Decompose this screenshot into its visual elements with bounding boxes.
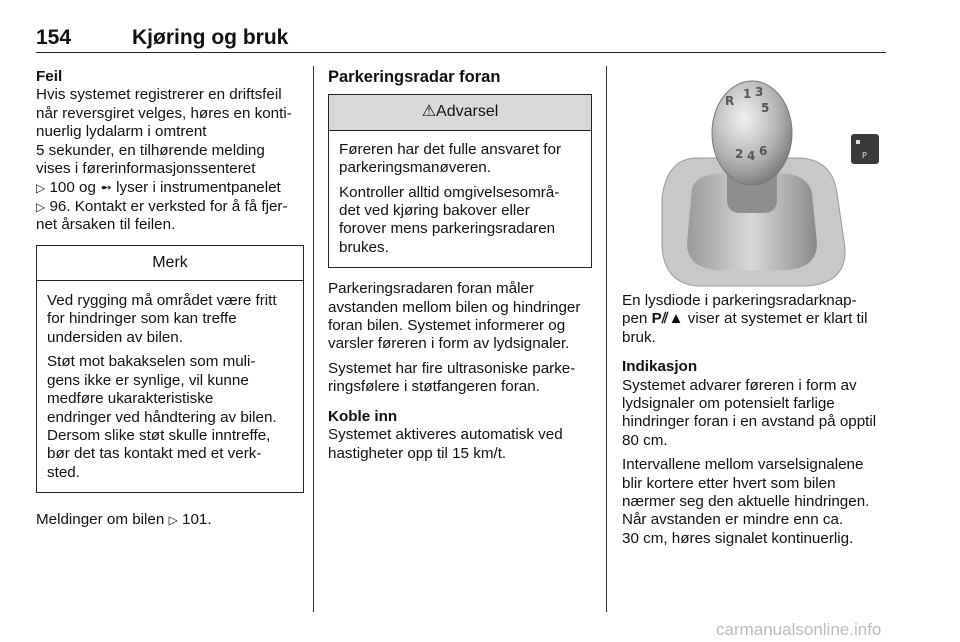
text-line: Meldinger om bilen ▷ 101.: [36, 511, 212, 529]
page-header: [36, 26, 886, 53]
text-line: pen P⫽▲ viser at systemet er klart til: [622, 310, 868, 328]
text-line: Når avstanden er mindre enn ca.: [622, 511, 844, 529]
text-line: avstanden mellom bilen og hindringer: [328, 298, 581, 316]
warning-title: Advarsel: [436, 103, 499, 121]
column-1: [36, 68, 304, 530]
column-divider: [313, 66, 314, 612]
text-line: Føreren har det fulle ansvaret for: [339, 140, 562, 158]
text-line: medføre ukarakteristiske: [47, 390, 214, 408]
text-line: lydsignaler om potensielt farlige: [622, 395, 835, 413]
text-line: brukes.: [339, 238, 389, 256]
sub-heading-koble-inn: Koble inn: [328, 407, 398, 425]
text-line: ringsfølere i støtfangeren foran.: [328, 378, 540, 396]
page-number: 154: [36, 26, 72, 49]
text-line: net årsaken til feilen.: [36, 216, 176, 234]
text-line: parkeringsmanøveren.: [339, 159, 491, 177]
text-line: bør det tas kontakt med et verk-: [47, 445, 262, 463]
text-line: varsler føreren i form av lydsignaler.: [328, 335, 570, 353]
parking-sensor-icon: P: [862, 151, 867, 160]
page-ref[interactable]: 100: [49, 179, 75, 197]
text-line: det ved kjøring bakover eller: [339, 202, 530, 220]
text-line: endringer ved håndtering av bilen.: [47, 408, 277, 426]
text-line: bruk.: [622, 328, 656, 346]
text-line: 5 sekunder, en tilhørende melding: [36, 141, 265, 159]
gear-label: 2: [735, 147, 744, 161]
arrow-ref-icon: ▷: [36, 181, 46, 196]
note-box: [36, 245, 304, 493]
arrow-ref-icon: ▷: [168, 513, 178, 528]
text-line: 80 cm.: [622, 431, 668, 449]
arrow-ref-icon: ▷: [36, 199, 46, 214]
text-line: hastigheter opp til 15 km/t.: [328, 444, 507, 462]
warning-box: [328, 94, 592, 268]
watermark: carmanualsonline.info: [716, 620, 882, 639]
text-line: nuerlig lydalarm i omtrent: [36, 123, 207, 141]
column-divider: [606, 66, 607, 612]
column-2: [328, 68, 592, 463]
text-line: gens ikke er synlige, vil kunne: [47, 371, 249, 389]
section-heading-feil: Feil: [36, 68, 63, 85]
text-line: 30 cm, høres signalet kontinuerlig.: [622, 529, 854, 547]
text-line: [36, 198, 304, 216]
text-line: Ved rygging må området være fritt: [47, 292, 277, 310]
text-line: sted.: [47, 463, 80, 481]
section-heading-parkeringsradar: Parkeringsradar foran: [328, 68, 501, 86]
gear-label: R: [725, 94, 735, 108]
text-line: Systemet advarer føreren i form av: [622, 376, 857, 394]
gear-label: 5: [761, 101, 770, 115]
text-line: for hindringer som kan treffe: [47, 310, 237, 328]
page-ref[interactable]: 101.: [182, 511, 212, 529]
text-line: vises i førerinformasjonssenteret: [36, 160, 256, 178]
text-line: Hvis systemet registrerer en driftsfeil: [36, 86, 282, 104]
note-title: Merk: [37, 246, 303, 281]
gear-shift-illustration: [657, 78, 887, 290]
text-line: Dersom slike støt skulle inntreffe,: [47, 426, 271, 444]
gear-label: 4: [747, 149, 756, 163]
page-title: Kjøring og bruk: [132, 26, 289, 49]
gear-label: 6: [759, 144, 768, 158]
text-line: når reversgiret velges, høres en konti-: [36, 104, 292, 122]
text-line: Systemet aktiveres automatisk ved: [328, 426, 563, 444]
text-line: hindringer foran i en avstand på opptil: [622, 413, 877, 431]
parking-sensor-icon: P⫽▲: [651, 310, 684, 328]
text-line: undersiden av bilen.: [47, 328, 183, 346]
text-line: Systemet har fire ultrasoniske parke-: [328, 359, 576, 377]
text-line: Kontroller alltid omgivelsesområ-: [339, 183, 560, 201]
gear-label: 1: [743, 87, 752, 101]
gear-label: 3: [755, 85, 764, 99]
text-line: blir kortere etter hvert som bilen: [622, 474, 836, 492]
sub-heading-indikasjon: Indikasjon: [622, 358, 698, 376]
text-line: nærmer seg den aktuelle hindringen.: [622, 493, 870, 511]
text-line: En lysdiode i parkeringsradarknap-: [622, 292, 857, 309]
page-ref[interactable]: 96. Kontakt er verksted for å få fjer-: [49, 197, 288, 215]
text-line: forover mens parkeringsradaren: [339, 220, 556, 238]
text-line: Intervallene mellom varselsignalene: [622, 456, 864, 474]
text-line: Parkeringsradaren foran måler: [328, 280, 534, 298]
text-line: Støt mot bakakselen som muli-: [47, 353, 256, 371]
lane-assist-icon: ➻: [100, 179, 112, 196]
text-line: foran bilen. Systemet informerer og: [328, 317, 566, 335]
warning-triangle-icon: ⚠: [421, 103, 437, 121]
text-line: ▷ 100 og ➻ lyser i instrumentpanelet: [36, 179, 281, 197]
